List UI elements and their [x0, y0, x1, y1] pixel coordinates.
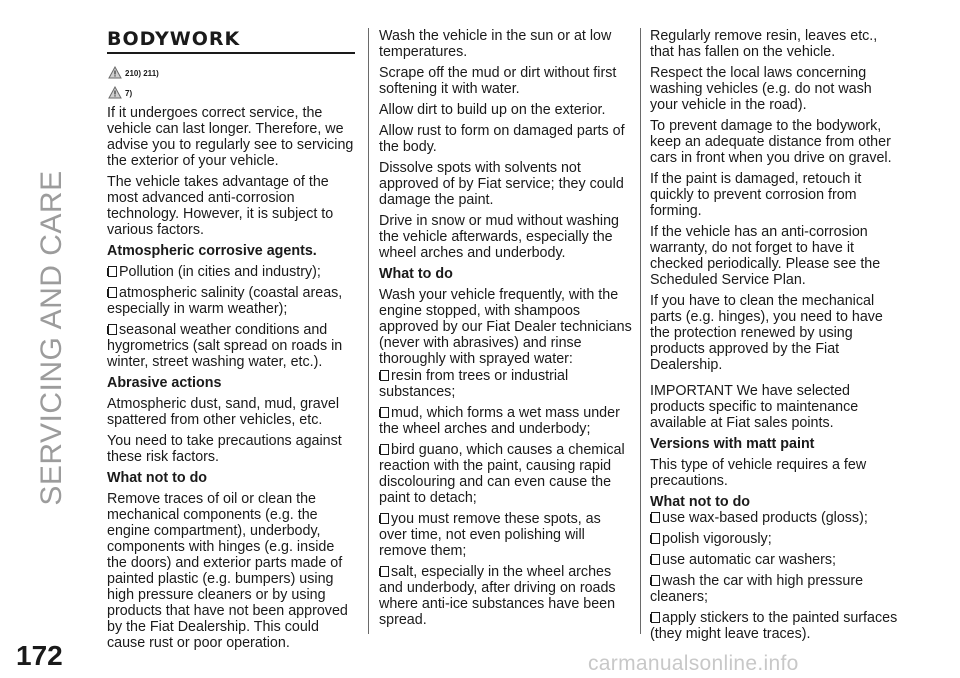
column-2	[379, 28, 632, 633]
bullet-item: resin from trees or industrial substances;	[379, 368, 569, 400]
section-title: BODYWORK	[107, 28, 241, 50]
title-rule	[107, 52, 355, 54]
checkbox-bullet-icon	[379, 444, 389, 455]
paragraph: Dissolve spots with solvents not approved of by Fiat service; they could damage the paint.	[379, 160, 624, 208]
watermark-text: carmanualsonline.info	[588, 652, 799, 675]
bullet-item: use wax-based products (gloss);	[650, 510, 902, 526]
warning-triangle-icon	[108, 66, 122, 79]
paragraph: IMPORTANT We have selected products specific to maintenance available at Fiat sales points.	[650, 383, 859, 431]
paragraph: Drive in snow or mud without washing the vehicle afterwards, especially the wheel arches and underbody.	[379, 213, 619, 261]
caution-reference	[108, 81, 357, 99]
bullet-item: use automatic car washers;	[650, 552, 902, 568]
checkbox-bullet-icon	[650, 575, 660, 586]
bullet-item: you must remove these spots, as over time, not even polishing will remove them;	[379, 511, 601, 559]
paragraph: To prevent damage to the bodywork, keep an adequate distance from other cars in front when you drive on gravel.	[650, 118, 892, 166]
checkbox-bullet-icon	[650, 533, 660, 544]
paragraph: Atmospheric dust, sand, mud, gravel spattered from other vehicles, etc.	[107, 395, 340, 428]
checkbox-bullet-icon	[379, 566, 389, 577]
warning-reference	[108, 61, 357, 79]
subheading: What not to do	[107, 469, 208, 486]
checkbox-bullet-icon	[650, 554, 660, 565]
paragraph: Allow dirt to build up on the exterior.	[379, 102, 606, 118]
bullet-item: seasonal weather conditions and hygrometrics (salt spread on roads in winter, street washing water, etc.).	[107, 321, 343, 370]
paragraph: If it undergoes correct service, the vehicle can last longer. Therefore, we advise you to regularly see to servicing the exterior of your vehicle.	[107, 104, 354, 169]
subheading: Abrasive actions	[107, 374, 222, 391]
subheading: What to do	[379, 266, 453, 282]
paragraph: Remove traces of oil or clean the mechanical components (e.g. the engine compartment), underbody, components with hinges (e.g. inside the doors) and exterior parts made of painted plastic (e.g. bumpers) using high pressure cleaners or by using products that have not been approved by the Fiat Dealership. This could cause rust or poor operation.	[107, 490, 348, 651]
paragraph: Scrape off the mud or dirt without first softening it with water.	[379, 65, 617, 97]
page-number: 172	[16, 640, 63, 671]
checkbox-bullet-icon	[650, 612, 660, 623]
bullet-item: polish vigorously;	[650, 531, 902, 547]
paragraph: Allow rust to form on damaged parts of the body.	[379, 123, 625, 155]
bullet-item: wash the car with high pressure cleaners;	[650, 573, 864, 605]
checkbox-bullet-icon	[379, 370, 389, 381]
subheading: Atmospheric corrosive agents.	[107, 242, 317, 259]
checkbox-bullet-icon	[107, 287, 117, 298]
bullet-item: salt, especially in the wheel arches and underbody, after driving on roads where anti-ice substances have been spread.	[379, 564, 616, 628]
paragraph: Regularly remove resin, leaves etc., that has fallen on the vehicle.	[650, 28, 878, 60]
paragraph: If you have to clean the mechanical parts (e.g. hinges), you need to have the protection renewed by using products approved by the Fiat Dealership.	[650, 293, 883, 373]
checkbox-bullet-icon	[107, 266, 117, 277]
paragraph: You need to take precautions against these risk factors.	[107, 432, 342, 465]
paragraph: This type of vehicle requires a few precautions.	[650, 457, 867, 489]
paragraph: If the paint is damaged, retouch it quickly to prevent corrosion from forming.	[650, 171, 862, 219]
checkbox-bullet-icon	[107, 324, 117, 335]
bullet-item: apply stickers to the painted surfaces (they might leave traces).	[650, 610, 898, 642]
checkbox-bullet-icon	[379, 407, 389, 418]
checkbox-bullet-icon	[379, 513, 389, 524]
bullet-item: Pollution (in cities and industry);	[107, 264, 357, 280]
paragraph: Wash the vehicle in the sun or at low temperatures.	[379, 28, 612, 60]
bullet-item: bird guano, which causes a chemical reaction with the paint, causing rapid discolouring and can even cause the paint to detach;	[379, 442, 625, 506]
column-1	[107, 28, 357, 656]
caution-ref-text: 7)	[125, 88, 133, 98]
checkbox-bullet-icon	[650, 512, 660, 523]
column-divider	[640, 28, 641, 634]
paragraph: If the vehicle has an anti-corrosion warranty, do not forget to have it checked periodically. Please see the Scheduled Service Plan.	[650, 224, 881, 288]
paragraph: Respect the local laws concerning washing vehicles (e.g. do not wash your vehicle in the road).	[650, 65, 872, 113]
paragraph: Wash your vehicle frequently, with the engine stopped, with shampoos approved by our Fiat Dealer technicians (never with abrasives) and rinse thoroughly with sprayed water:	[379, 287, 632, 367]
subheading: What not to do	[650, 494, 751, 510]
column-divider	[368, 28, 369, 634]
chapter-side-title: SERVICING AND CARE	[35, 170, 68, 506]
subheading: Versions with matt paint	[650, 436, 815, 452]
caution-triangle-icon	[108, 86, 122, 99]
column-3	[650, 28, 902, 647]
paragraph: The vehicle takes advantage of the most advanced anti-corrosion technology. However, it is subject to various factors.	[107, 173, 334, 238]
bullet-item: atmospheric salinity (coastal areas, especially in warm weather);	[107, 284, 343, 317]
bullet-item: mud, which forms a wet mass under the wheel arches and underbody;	[379, 405, 620, 437]
warning-ref-text: 210) 211)	[125, 68, 159, 78]
